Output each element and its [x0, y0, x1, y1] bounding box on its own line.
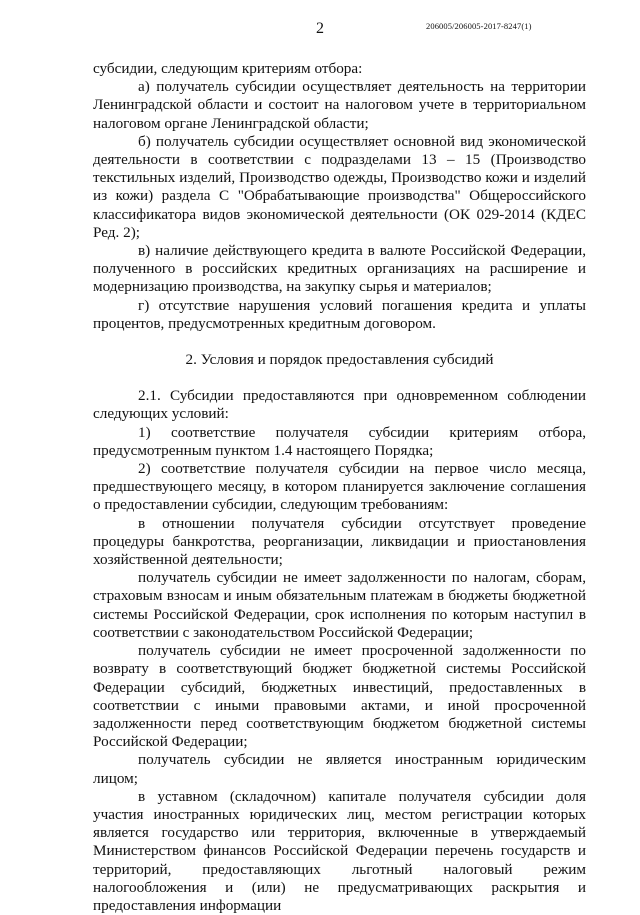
requirement-no-overdue-debt: получатель субсидии не имеет просроченной задолженности по возврату в соответствующий бюджет бюджетной системы Российской Федерации субсидий, бюджетных инвестиций, предоставленных в соответствии с иными правовыми актами, и иной просроченной задолженности перед соответствующим бюджетом бюджетной системы Российской Федерации; [93, 642, 586, 751]
paragraph-intro-continuation: субсидии, следующим критериям отбора: [93, 60, 363, 77]
section-heading: 2. Условия и порядок предоставления субсидий [185, 351, 494, 369]
criterion-b: б) получатель субсидии осуществляет основной вид экономической деятельности в соответствии с подразделами 13 – 15 (Производство текстильных изделий, Производство одежды, Производство кожи и изделий из кожи) раздела С "Обрабатывающие производства" Общероссийского классификатора видов экономической деятельности (ОК 029-2014 (КДЕС Ред. 2); [93, 132, 586, 241]
clause-2-1: 2.1. Субсидии предоставляются при одновременном соблюдении следующих условий: [93, 387, 586, 423]
document-body [93, 60, 586, 915]
criterion-v: в) наличие действующего кредита в валюте Российской Федерации, полученного в российских кредитных организациях на расширение и модернизацию производства, на закупку сырья и материалов; [93, 242, 586, 296]
criterion-g: г) отсутствие нарушения условий погашения кредита и уплаты процентов, предусмотренных кредитным договором. [93, 296, 586, 332]
requirement-no-bankruptcy: в отношении получателя субсидии отсутствует проведение процедуры банкротства, реорганизации, ликвидации и приостановления хозяйственной деятельности; [93, 514, 586, 569]
document-code: 206005/206005-2017-8247(1) [426, 21, 532, 31]
requirement-not-foreign-entity: получатель субсидии не является иностранным юридическим лицом; [93, 751, 586, 787]
criterion-a: а) получатель субсидии осуществляет деятельность на территории Ленинградской области и состоит на налоговом учете в территориальном налоговом органе Ленинградской области; [93, 78, 586, 132]
requirement-no-tax-debt: получатель субсидии не имеет задолженности по налогам, сборам, страховым взносам и иным обязательным платежам в бюджеты бюджетной системы Российской Федерации, срок исполнения по которым наступил в соответствии с законодательством Российской Федерации; [93, 569, 586, 641]
requirement-foreign-share: в уставном (складочном) капитале получателя субсидии доля участия иностранных юридических лиц, местом регистрации которых является государство или территория, включенные в утверждаемый Министерством финансов Российской Федерации перечень государств и территорий, предоставляющих льготный налоговый режим налогообложения и (или) не предусматривающих раскрытия и предоставления информации [93, 787, 586, 914]
condition-1: 1) соответствие получателя субсидии критериям отбора, предусмотренным пунктом 1.4 настоящего Порядка; [93, 423, 586, 459]
condition-2: 2) соответствие получателя субсидии на первое число месяца, предшествующего месяцу, в котором планируется заключение соглашения о предоставлении субсидии, следующим требованиям: [93, 460, 586, 514]
page-number: 2 [316, 20, 324, 37]
